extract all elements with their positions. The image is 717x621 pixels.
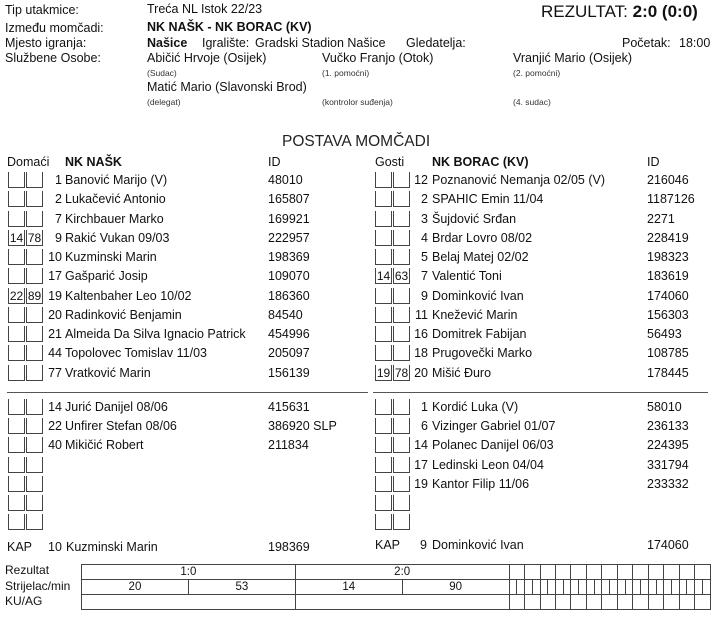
player-name: Polanec Danijel 06/03 [432, 438, 554, 453]
player-name: Ledinski Leon 04/04 [432, 457, 544, 472]
player-name: Mišić Đuro [432, 365, 492, 380]
player-name: Kordić Luka (V) [432, 400, 519, 414]
score-cell [571, 565, 586, 580]
player-number: 17 [48, 269, 62, 284]
section-title: POSTAVA MOMČADI [282, 133, 431, 150]
kuag-cell [295, 595, 509, 610]
player-number: 21 [48, 327, 62, 341]
player-number: 18 [414, 346, 428, 361]
home-team-name: NK NAŠK [65, 155, 122, 169]
official-role: (1. pomoćni) [322, 68, 370, 78]
player-id: 211834 [268, 438, 309, 453]
sub-box [375, 514, 392, 530]
player-id: 48010 [268, 173, 303, 187]
player-id: 165807 [268, 192, 310, 207]
player-name: Brdar Lovro 08/02 [432, 230, 533, 245]
player-id: 169921 [268, 211, 310, 226]
scorer-cell [602, 580, 610, 595]
away-starter-row [0, 210, 717, 229]
home-id-header: ID [268, 155, 281, 169]
official-name: Matić Mario (Slavonski Brod) [147, 80, 307, 94]
scorer-cell [509, 580, 517, 595]
sub-box [393, 495, 410, 511]
sub-in-box: 19 [376, 365, 391, 380]
minute-cell [671, 580, 679, 595]
score-cell [695, 565, 711, 580]
player-id: 183619 [647, 269, 689, 284]
scorer-row [82, 580, 711, 595]
official-role: (delegat) [147, 97, 181, 107]
minute-cell [579, 580, 587, 595]
kuag-cell [679, 595, 694, 610]
result-value: 2:0 (0:0) [632, 2, 698, 21]
player-number: 3 [421, 211, 428, 226]
scorer-cell [555, 580, 563, 595]
minute-cell [656, 580, 664, 595]
minute-cell: 90 [402, 580, 509, 595]
player-name: Lukačević Antonio [65, 192, 166, 207]
score-cell [555, 565, 570, 580]
scorer-cell [586, 580, 594, 595]
sub-in-box [375, 211, 392, 227]
player-number: 77 [48, 365, 62, 380]
away-sub-row [0, 494, 717, 513]
player-id: 415631 [268, 400, 310, 414]
player-id: 216046 [647, 173, 689, 187]
player-name: Šujdović Srđan [432, 211, 517, 226]
away-sub-row [0, 513, 717, 532]
player-name: Kaltenbaher Leo 10/02 [65, 288, 192, 303]
player-number: 1 [55, 173, 62, 187]
official-name: Vranjić Mario (Osijek) [513, 51, 633, 65]
player-name: Radinković Benjamin [65, 307, 182, 322]
kuag-cell [602, 595, 617, 610]
scorer-cell [525, 580, 533, 595]
away-starter-row [0, 267, 717, 286]
player-id: 2271 [647, 211, 675, 226]
score-cell: 1:0 [82, 565, 296, 580]
away-starter-row [0, 306, 717, 325]
score-cell [525, 565, 540, 580]
scorer-label: Strijelac/min [5, 579, 71, 593]
player-id: 108785 [647, 346, 689, 361]
player-name: Domitrek Fabijan [432, 327, 527, 341]
kuag-cell [555, 595, 570, 610]
player-id: 156303 [647, 307, 689, 322]
minute-cell [548, 580, 556, 595]
sub-in-box [375, 307, 392, 323]
away-divider [373, 392, 708, 393]
player-id: 156139 [268, 365, 310, 380]
score-cell [633, 565, 648, 580]
away-starter-row [0, 248, 717, 267]
player-name: Unfirer Stefan 08/06 [65, 419, 177, 434]
score-cell [540, 565, 555, 580]
scorer-cell [695, 580, 703, 595]
score-cell [679, 565, 694, 580]
score-cell [664, 565, 679, 580]
player-name: Vratković Marin [65, 365, 151, 380]
scorer-cell: 20 [82, 580, 189, 595]
sub-in-box: 14 [376, 269, 391, 284]
score-cell [617, 565, 632, 580]
player-number: 20 [414, 365, 428, 380]
player-number: 7 [55, 211, 62, 226]
scorer-cell [648, 580, 656, 595]
player-name: Topolovec Tomislav 11/03 [65, 346, 207, 361]
player-name: Valentić Toni [432, 269, 502, 284]
match-type-value: Treća NL Istok 22/23 [147, 2, 263, 16]
player-name: Vizinger Gabriel 01/07 [432, 419, 556, 434]
scorer-cell: 14 [295, 580, 402, 595]
player-number: 9 [55, 230, 62, 245]
kuag-cell [525, 595, 540, 610]
player-name: Jurić Danijel 08/06 [65, 400, 168, 414]
player-id: 56493 [647, 327, 682, 341]
player-name: Mikičić Robert [65, 438, 144, 453]
away-side-label: Gosti [375, 155, 405, 169]
official-role: (kontrolor suđenja) [322, 97, 393, 107]
player-number: 44 [48, 346, 62, 361]
official-name: Abičić Hrvoje (Osijek) [147, 51, 267, 65]
kuag-label: KU/AG [5, 594, 43, 608]
player-id: 454996 [268, 327, 310, 341]
player-number: 4 [421, 230, 428, 245]
away-starter-row [0, 325, 717, 344]
score-cell [509, 565, 524, 580]
score-cell: 2:0 [295, 565, 509, 580]
sub-box [375, 418, 392, 434]
venue-label: Mjesto igranja: [5, 36, 87, 50]
player-number: 19 [414, 476, 428, 491]
player-number: 12 [414, 173, 428, 187]
scorer-cell [540, 580, 548, 595]
player-id: 186360 [268, 288, 310, 303]
player-name: Almeida Da Silva Ignacio Patrick [65, 327, 246, 341]
player-number: 10 [48, 250, 62, 264]
player-id: 236133 [647, 419, 689, 434]
away-team-name: NK BORAC (KV) [432, 155, 529, 169]
away-starter-row [0, 344, 717, 363]
minute-cell [563, 580, 571, 595]
match-type-label: Tip utakmice: [5, 3, 79, 17]
kuag-cell [617, 595, 632, 610]
player-id: 198369 [268, 250, 310, 264]
away-captain-name: Dominković Ivan [432, 538, 524, 552]
score-cell [602, 565, 617, 580]
player-number: 6 [421, 419, 428, 434]
away-captain-number: 9 [420, 538, 427, 552]
away-starter-row [0, 171, 717, 190]
player-id: 198323 [647, 250, 689, 264]
player-name: Rakić Vukan 09/03 [65, 230, 170, 245]
player-number: 7 [421, 269, 428, 284]
player-number: 5 [421, 250, 428, 264]
kuag-cell [648, 595, 663, 610]
scorer-cell [633, 580, 641, 595]
match-value: NK NAŠK - NK BORAC (KV) [147, 20, 312, 34]
score-row [82, 565, 711, 580]
scorer-cell [617, 580, 625, 595]
player-name: SPAHIC Emin 11/04 [432, 192, 544, 207]
sub-in-box [375, 191, 392, 207]
score-cell [648, 565, 663, 580]
home-side-label: Domaći [7, 155, 50, 169]
minute-cell [702, 580, 710, 595]
player-name: Kantor Filip 11/06 [432, 476, 530, 491]
player-name: Prugovečki Marko [432, 346, 533, 361]
sub-minute-box: 78 [394, 365, 409, 380]
away-starter-row [0, 190, 717, 209]
player-id: 109070 [268, 269, 310, 284]
sub-box [375, 457, 392, 473]
away-starter-row [0, 364, 717, 383]
sub-minute-box: 63 [394, 269, 409, 284]
player-id: 386920 SLP [268, 419, 337, 434]
player-name: Belaj Matej 02/02 [432, 250, 529, 264]
player-name: Banović Marijo (V) [65, 173, 168, 187]
sub-in-box [375, 230, 392, 246]
player-number: 2 [421, 192, 428, 207]
away-sub-row [0, 436, 717, 455]
venue-value: Našice [147, 36, 188, 50]
player-id: 233332 [647, 476, 689, 491]
player-id: 222957 [268, 230, 310, 245]
ground-value: Gradski Stadion Našice [255, 36, 386, 50]
player-number: 17 [414, 457, 428, 472]
result [541, 2, 698, 22]
minute-cell [641, 580, 649, 595]
home-captain-name: Kuzminski Marin [66, 540, 158, 554]
sub-box [375, 437, 392, 453]
sub-in-box [375, 172, 392, 188]
kuag-cell [695, 595, 711, 610]
kuag-cell [586, 595, 601, 610]
away-starter-row [0, 287, 717, 306]
player-id: 174060 [647, 288, 689, 303]
ground-label: Igralište: [202, 36, 250, 50]
player-number: 14 [414, 438, 428, 453]
sub-box [375, 476, 392, 492]
sub-box [393, 514, 410, 530]
result-label: REZULTAT: [541, 2, 628, 21]
home-captain-number: 10 [48, 540, 62, 554]
sub-box [375, 399, 392, 415]
sub-in-box: 14 [9, 230, 24, 245]
away-sub-row [0, 475, 717, 494]
player-name: Poznanović Nemanja 02/05 (V) [432, 173, 606, 187]
minute-cell [594, 580, 602, 595]
sub-in-box [375, 345, 392, 361]
player-id: 58010 [647, 400, 682, 414]
scorer-cell [679, 580, 687, 595]
sub-box [375, 495, 392, 511]
match-label: Između momčadi: [5, 21, 104, 35]
score-result-label: Rezultat [5, 563, 50, 577]
away-sub-row [0, 398, 717, 417]
player-name: Dominković Ivan [432, 288, 524, 303]
player-name: Gašparić Josip [65, 269, 148, 284]
scorer-cell [664, 580, 672, 595]
minute-cell [517, 580, 525, 595]
player-name: Kirchbauer Marko [65, 211, 164, 226]
player-id: 331794 [647, 457, 689, 472]
player-number: 16 [414, 327, 428, 341]
away-sub-row [0, 417, 717, 436]
away-starter-row [0, 229, 717, 248]
player-id: 1187126 [647, 192, 695, 207]
spectators-label: Gledatelja: [406, 36, 466, 50]
minute-cell [532, 580, 540, 595]
sub-in-box: 22 [9, 288, 24, 303]
player-id: 178445 [647, 365, 689, 380]
player-number: 11 [415, 307, 428, 322]
home-captain-id: 198369 [268, 540, 310, 554]
sub-in-box [375, 249, 392, 265]
player-number: 9 [421, 288, 428, 303]
away-captain-id: 174060 [647, 538, 689, 552]
player-id: 228419 [647, 230, 689, 245]
start-value: 18:00 [679, 36, 711, 50]
player-number: 40 [48, 438, 62, 453]
official-role: (2. pomoćni) [513, 68, 561, 78]
player-name: Kuzminski Marin [65, 250, 157, 264]
player-number: 19 [48, 288, 62, 303]
kuag-cell [664, 595, 679, 610]
player-number: 1 [421, 400, 428, 414]
home-captain-label: KAP [7, 540, 33, 554]
player-number: 22 [48, 419, 62, 434]
scorer-cell [571, 580, 579, 595]
away-captain-label: KAP [375, 538, 401, 552]
sub-in-box [375, 326, 392, 342]
player-number: 20 [48, 307, 62, 322]
kuag-cell [571, 595, 586, 610]
scoring-grid [81, 564, 711, 610]
player-id: 205097 [268, 346, 310, 361]
minute-cell: 53 [188, 580, 295, 595]
score-cell [586, 565, 601, 580]
player-name: Knežević Marin [432, 307, 518, 322]
official-role: (4. sudac) [513, 97, 551, 107]
away-sub-row [0, 456, 717, 475]
official-name: Vučko Franjo (Otok) [322, 51, 434, 65]
player-number: 2 [55, 192, 62, 207]
minute-cell [610, 580, 618, 595]
player-id: 224395 [647, 438, 689, 453]
kuag-cell [509, 595, 524, 610]
sub-minute-box: 78 [27, 230, 42, 245]
official-role: (Sudac) [147, 68, 177, 78]
kuag-cell [82, 595, 296, 610]
player-number: 14 [48, 400, 62, 414]
sub-in-box [375, 288, 392, 304]
player-id: 84540 [268, 307, 303, 322]
kuag-row [82, 595, 711, 610]
minute-cell [687, 580, 695, 595]
start-label: Početak: [622, 36, 671, 50]
kuag-cell [540, 595, 555, 610]
sub-minute-box: 89 [27, 288, 42, 303]
away-id-header: ID [647, 155, 660, 169]
officials-label: Službene Osobe: [5, 51, 101, 65]
home-divider [7, 392, 368, 393]
kuag-cell [633, 595, 648, 610]
minute-cell [625, 580, 633, 595]
